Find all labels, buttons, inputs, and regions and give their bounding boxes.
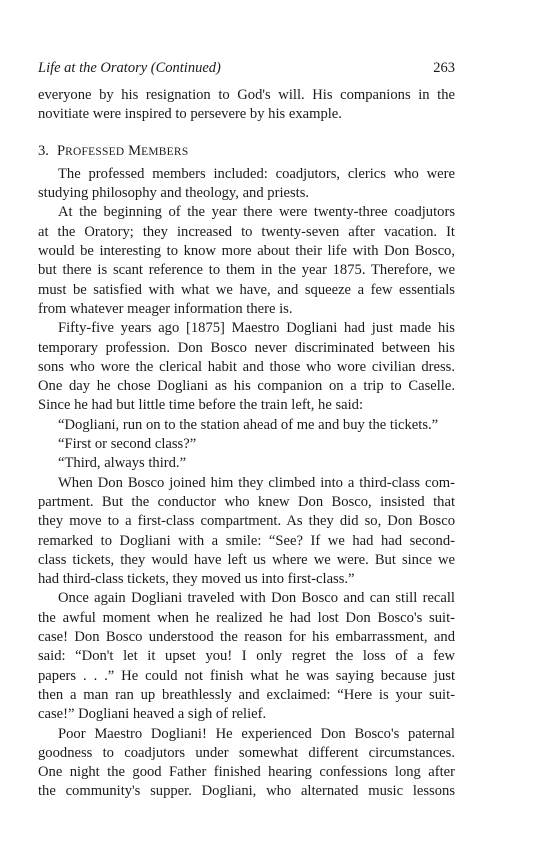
text-line: class tickets, they would have left us where we were. But since we (38, 551, 455, 568)
section-number: 3. (38, 142, 49, 159)
text-line: must be satisfied with what we have, and squeeze a few essentials (38, 281, 455, 298)
text-line: “Dogliani, run on to the station ahead of me and buy the tickets.” (58, 416, 439, 433)
page-number: 263 (433, 60, 455, 76)
text-line: said: “Don't let it upset you! I only regret the loss of a few (38, 648, 455, 665)
text-line: The professed members included: coadjutors, clerics who were (58, 165, 455, 182)
text-line: When Don Bosco joined him they climbed into a third-class com- (58, 474, 455, 491)
text-line: Once again Dogliani traveled with Don Bosco and can still recall (58, 590, 455, 607)
text-line: Since he had but little time before the train left, he said: (38, 397, 364, 414)
text-line: One night the good Father finished hearing confessions long after (38, 764, 455, 781)
section-title-smallcaps: ROFESSED (65, 145, 125, 158)
text-line: studying philosophy and theology, and priests. (38, 185, 310, 202)
text-line: everyone by his resignation to God's will. His companions in the (38, 87, 455, 103)
text-line: At the beginning of the year there were twenty-three coadjutors (58, 204, 455, 221)
text-line: remarked to Dogliani with a smile: “See? If we had had second- (38, 532, 455, 549)
text-line: One day he chose Dogliani as his companion on a trip to Caselle. (38, 378, 455, 395)
text-line: case! Don Bosco understood the reason for his embarrassment, and (38, 629, 455, 646)
chapter-running-title: Life at the Oratory (Continued) (38, 60, 221, 76)
section-heading (38, 142, 455, 162)
text-line: had third-class tickets, they moved us into first-class.” (38, 571, 355, 588)
running-header (38, 60, 455, 82)
text-line: they move to a first-class compartment. As they did so, Don Bosco (38, 513, 455, 530)
text-line: temporary profession. Don Bosco never discriminated between his (38, 339, 455, 356)
section-title-smallcaps: EMBERS (141, 145, 189, 158)
text-line: the community's supper. Dogliani, who alternated music lessons (38, 783, 455, 800)
opening-paragraph (38, 86, 455, 125)
text-line: “First or second class?” (58, 436, 197, 453)
text-line: papers . . .” He could not finish what he was saying because just (38, 667, 455, 684)
text-line: “Third, always third.” (58, 455, 187, 472)
text-line: novitiate were inspired to persevere by his example. (38, 106, 342, 123)
text-line: sons who wore the clerical habit and those who wore civilian dress. (38, 358, 455, 375)
text-line: partment. But the conductor who knew Don Bosco, insisted that (38, 493, 455, 510)
text-line: Poor Maestro Dogliani! He experienced Don Bosco's paternal (58, 725, 455, 742)
text-line: the awful moment when he realized he had lost Don Bosco's suit- (38, 609, 455, 626)
text-line: case!” Dogliani heaved a sigh of relief. (38, 706, 267, 723)
text-line: but there is scant reference to them in the year 1875. Therefore, we (38, 262, 455, 279)
text-line: then a man ran up breathlessly and exclaimed: “Here is your suit- (38, 686, 455, 703)
text-line: would be interesting to know more about their life with Don Bosco, (38, 243, 455, 260)
text-line: goodness to coadjutors under somewhat different circumstances. (38, 744, 455, 761)
text-line: from whatever meager information there is. (38, 300, 293, 317)
section-title-initial: M (128, 142, 142, 159)
text-line: Fifty-five years ago [1875] Maestro Dogliani had just made his (58, 320, 455, 337)
section-body-text (38, 165, 455, 802)
book-page (38, 60, 455, 802)
section-title-initial: P (56, 142, 66, 159)
text-line: at the Oratory; they increased to twenty-seven after vacation. It (38, 223, 455, 240)
